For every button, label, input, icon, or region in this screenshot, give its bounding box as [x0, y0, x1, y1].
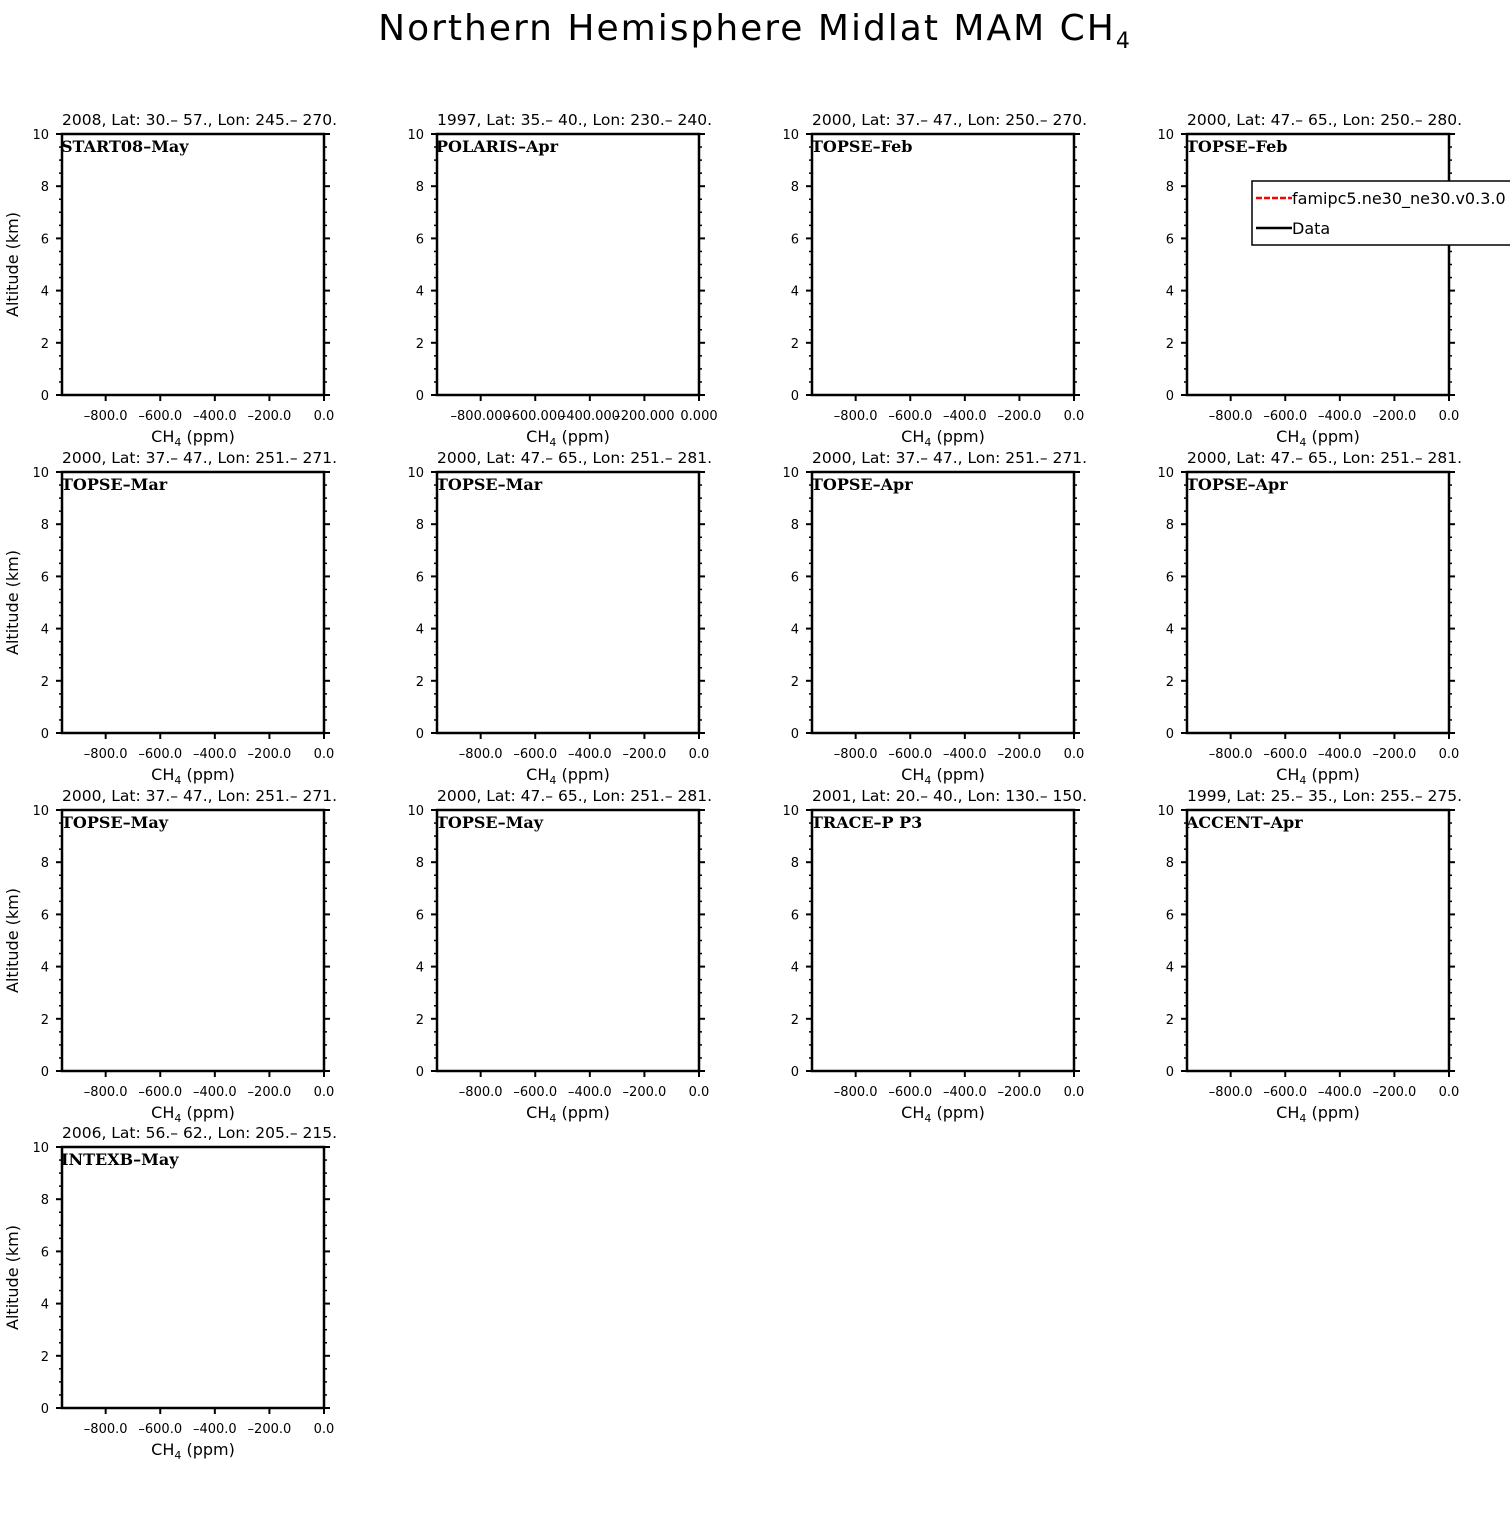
x-tick-label: –400.0 [192, 1422, 237, 1437]
x-tick-label: 0.0 [1063, 409, 1085, 424]
campaign-label: TOPSE–Apr [1186, 475, 1288, 494]
legend-label: Data [1292, 219, 1331, 238]
x-axis-label: $CH_4$ (ppm) [151, 765, 235, 787]
x-tick-label: –800.0 [83, 1085, 128, 1100]
x-tick-label: –800.0 [1208, 409, 1253, 424]
x-tick-label: –600.0 [888, 409, 933, 424]
x-tick-label: –400.0 [1317, 1085, 1362, 1100]
x-tick-label: 0.0 [313, 409, 335, 424]
x-tick-label: –800.0 [833, 1085, 878, 1100]
plot-frame [437, 472, 699, 733]
y-tick-label: 4 [40, 960, 49, 976]
x-tick-label: –800.0 [83, 747, 128, 762]
y-tick-label: 6 [415, 232, 424, 248]
campaign-label: TOPSE–May [61, 813, 168, 832]
x-axis-label: $CH_4$ (ppm) [151, 1103, 235, 1125]
y-tick-label: 6 [790, 232, 799, 248]
x-tick-label: –800.0 [83, 1422, 128, 1437]
y-axis-label: Altitude (km) [3, 550, 22, 655]
panel-header: 2000, Lat: 47.– 65., Lon: 251.– 281. [1187, 449, 1463, 467]
chart-panel [1157, 111, 1462, 449]
plot-frame [62, 1147, 324, 1408]
x-tick-label: –600.0 [138, 747, 183, 762]
plot-frame [437, 134, 699, 395]
x-tick-label: –400.0 [567, 1085, 612, 1100]
chart-panel [3, 449, 337, 787]
chart-panel [782, 787, 1087, 1125]
y-tick-label: 10 [32, 128, 49, 143]
x-tick-label: –400.0 [567, 747, 612, 762]
panel-header: 2000, Lat: 47.– 65., Lon: 251.– 281. [437, 449, 713, 467]
y-tick-label: 4 [1165, 284, 1174, 300]
x-axis-label: $CH_4$ (ppm) [901, 765, 985, 787]
x-axis-label: $CH_4$ (ppm) [1276, 1103, 1360, 1125]
y-tick-label: 2 [415, 674, 424, 690]
y-tick-label: 4 [40, 1297, 49, 1313]
x-axis-label: $CH_4$ (ppm) [1276, 765, 1360, 787]
y-tick-label: 2 [790, 1012, 799, 1028]
y-tick-label: 4 [790, 622, 799, 638]
figure-title [0, 8, 1510, 54]
y-tick-label: 4 [40, 622, 49, 638]
x-tick-label: –200.0 [247, 747, 292, 762]
campaign-label: TOPSE–Feb [1186, 137, 1288, 156]
plot-frame [62, 810, 324, 1071]
x-tick-label: –200.0 [247, 1085, 292, 1100]
y-tick-label: 0 [40, 389, 49, 404]
x-axis-label: $CH_4$ (ppm) [151, 1440, 235, 1462]
x-tick-label: –600.0 [513, 747, 558, 762]
y-tick-label: 4 [415, 284, 424, 300]
x-axis-label: $CH_4$ (ppm) [901, 427, 985, 449]
x-tick-label: –600.0 [138, 1085, 183, 1100]
x-tick-label: 0.000 [680, 409, 718, 424]
chart-panel [407, 449, 712, 787]
x-tick-label: –800.0 [1208, 1085, 1253, 1100]
y-tick-label: 10 [32, 466, 49, 481]
y-axis-label: Altitude (km) [3, 212, 22, 317]
x-axis-label: $CH_4$ (ppm) [151, 427, 235, 449]
y-tick-label: 0 [790, 1065, 799, 1080]
y-tick-label: 4 [790, 284, 799, 300]
y-tick-label: 8 [40, 180, 49, 196]
y-tick-label: 2 [790, 336, 799, 352]
x-tick-label: –400.0 [192, 409, 237, 424]
x-tick-label: –800.000 [450, 409, 511, 424]
y-tick-label: 4 [40, 284, 49, 300]
x-tick-label: –200.0 [1372, 1085, 1417, 1100]
x-axis-label: $CH_4$ (ppm) [526, 1103, 610, 1125]
y-axis-label: Altitude (km) [3, 888, 22, 993]
x-tick-label: 0.0 [1438, 409, 1460, 424]
y-tick-label: 2 [40, 674, 49, 690]
x-tick-label: 0.0 [1438, 1085, 1460, 1100]
campaign-label: TOPSE–Apr [811, 475, 913, 494]
campaign-label: TRACE–P P3 [811, 813, 923, 832]
x-tick-label: 0.0 [1063, 1085, 1085, 1100]
x-axis-label: $CH_4$ (ppm) [526, 427, 610, 449]
x-tick-label: –400.0 [942, 1085, 987, 1100]
y-tick-label: 8 [40, 1193, 49, 1209]
y-tick-label: 0 [790, 727, 799, 742]
y-tick-label: 4 [415, 960, 424, 976]
x-tick-label: –200.0 [247, 409, 292, 424]
y-tick-label: 2 [40, 1349, 49, 1365]
y-tick-label: 0 [1165, 727, 1174, 742]
y-tick-label: 10 [1157, 804, 1174, 819]
chart-panel [1157, 449, 1462, 787]
y-tick-label: 10 [407, 466, 424, 481]
plot-frame [1187, 134, 1449, 395]
figure-title-subscript: 4 [1115, 29, 1132, 55]
y-tick-label: 8 [415, 180, 424, 196]
x-tick-label: –800.0 [833, 747, 878, 762]
x-tick-label: 0.0 [1063, 747, 1085, 762]
campaign-label: TOPSE–Mar [436, 475, 543, 494]
y-axis-label: Altitude (km) [3, 1225, 22, 1330]
x-tick-label: 0.0 [688, 747, 710, 762]
y-tick-label: 0 [40, 727, 49, 742]
y-tick-label: 6 [40, 1245, 49, 1261]
x-tick-label: –200.000 [614, 409, 675, 424]
y-tick-label: 2 [40, 1012, 49, 1028]
chart-panel [407, 787, 712, 1125]
campaign-label: TOPSE–Mar [61, 475, 168, 494]
y-tick-label: 0 [1165, 1065, 1174, 1080]
y-tick-label: 2 [415, 1012, 424, 1028]
y-tick-label: 0 [1165, 389, 1174, 404]
y-tick-label: 10 [407, 804, 424, 819]
y-tick-label: 6 [1165, 232, 1174, 248]
x-tick-label: 0.0 [1438, 747, 1460, 762]
chart-panel [782, 449, 1087, 787]
y-tick-label: 2 [1165, 674, 1174, 690]
campaign-label: POLARIS–Apr [436, 137, 558, 156]
x-tick-label: –600.0 [513, 1085, 558, 1100]
x-tick-label: –400.0 [1317, 409, 1362, 424]
y-tick-label: 2 [415, 336, 424, 352]
x-tick-label: –400.000 [559, 409, 620, 424]
y-tick-label: 4 [1165, 960, 1174, 976]
figure-title-text: Northern Hemisphere Midlat MAM CH [378, 8, 1116, 49]
x-tick-label: –600.0 [1263, 747, 1308, 762]
y-tick-label: 8 [415, 518, 424, 534]
x-tick-label: –200.0 [622, 747, 667, 762]
panel-header: 2000, Lat: 47.– 65., Lon: 250.– 280. [1187, 111, 1463, 129]
panel-header: 2008, Lat: 30.– 57., Lon: 245.– 270. [62, 111, 338, 129]
x-tick-label: –400.0 [1317, 747, 1362, 762]
y-tick-label: 8 [790, 518, 799, 534]
x-tick-label: –800.0 [458, 747, 503, 762]
y-tick-label: 6 [790, 570, 799, 586]
x-tick-label: –600.0 [1263, 1085, 1308, 1100]
plot-frame [812, 472, 1074, 733]
x-tick-label: –800.0 [83, 409, 128, 424]
y-tick-label: 8 [1165, 180, 1174, 196]
y-tick-label: 8 [790, 180, 799, 196]
panel-header: 2006, Lat: 56.– 62., Lon: 205.– 215. [62, 1124, 338, 1142]
x-tick-label: –400.0 [942, 747, 987, 762]
x-tick-label: –200.0 [1372, 747, 1417, 762]
chart-panel [3, 787, 337, 1125]
panel-header: 2001, Lat: 20.– 40., Lon: 130.– 150. [812, 787, 1088, 805]
y-tick-label: 6 [1165, 570, 1174, 586]
x-tick-label: –200.0 [247, 1422, 292, 1437]
y-tick-label: 10 [782, 128, 799, 143]
y-tick-label: 2 [1165, 336, 1174, 352]
x-tick-label: –800.0 [458, 1085, 503, 1100]
chart-panel [407, 111, 717, 449]
y-tick-label: 0 [40, 1402, 49, 1417]
panel-header: 1997, Lat: 35.– 40., Lon: 230.– 240. [437, 111, 713, 129]
campaign-label: INTEXB–May [61, 1150, 179, 1169]
panel-header: 1999, Lat: 25.– 35., Lon: 255.– 275. [1187, 787, 1463, 805]
y-tick-label: 8 [1165, 856, 1174, 872]
y-tick-label: 0 [790, 389, 799, 404]
panel-header: 2000, Lat: 37.– 47., Lon: 251.– 271. [62, 787, 338, 805]
x-tick-label: –200.0 [997, 747, 1042, 762]
plot-frame [62, 134, 324, 395]
y-tick-label: 6 [415, 570, 424, 586]
y-tick-label: 0 [415, 727, 424, 742]
x-tick-label: –800.0 [833, 409, 878, 424]
legend [1252, 181, 1510, 245]
x-tick-label: –600.000 [505, 409, 566, 424]
panel-header: 2000, Lat: 37.– 47., Lon: 251.– 271. [62, 449, 338, 467]
y-tick-label: 6 [1165, 908, 1174, 924]
x-tick-label: –600.0 [888, 747, 933, 762]
y-tick-label: 8 [790, 856, 799, 872]
x-tick-label: –200.0 [1372, 409, 1417, 424]
y-tick-label: 10 [1157, 466, 1174, 481]
y-tick-label: 10 [1157, 128, 1174, 143]
x-tick-label: –400.0 [942, 409, 987, 424]
y-tick-label: 8 [40, 856, 49, 872]
y-tick-label: 6 [415, 908, 424, 924]
x-tick-label: –400.0 [192, 1085, 237, 1100]
plot-frame [812, 810, 1074, 1071]
chart-panel [3, 111, 337, 449]
y-tick-label: 6 [790, 908, 799, 924]
y-tick-label: 2 [1165, 1012, 1174, 1028]
y-tick-label: 10 [407, 128, 424, 143]
plot-frame [812, 134, 1074, 395]
x-tick-label: –600.0 [888, 1085, 933, 1100]
x-axis-label: $CH_4$ (ppm) [901, 1103, 985, 1125]
y-tick-label: 6 [40, 232, 49, 248]
y-tick-label: 4 [790, 960, 799, 976]
chart-panel [1157, 787, 1462, 1125]
x-tick-label: –600.0 [138, 409, 183, 424]
y-tick-label: 10 [782, 466, 799, 481]
campaign-label: TOPSE–Feb [811, 137, 913, 156]
legend-label: famipc5.ne30_ne30.v0.3.0 [1292, 189, 1506, 208]
y-tick-label: 0 [415, 1065, 424, 1080]
y-tick-label: 2 [790, 674, 799, 690]
panel-header: 2000, Lat: 37.– 47., Lon: 250.– 270. [812, 111, 1088, 129]
panel-header: 2000, Lat: 37.– 47., Lon: 251.– 271. [812, 449, 1088, 467]
y-tick-label: 8 [40, 518, 49, 534]
chart-panel [3, 1124, 337, 1462]
x-tick-label: –600.0 [1263, 409, 1308, 424]
y-tick-label: 4 [1165, 622, 1174, 638]
y-tick-label: 10 [32, 804, 49, 819]
x-tick-label: 0.0 [313, 1085, 335, 1100]
y-tick-label: 6 [40, 570, 49, 586]
y-tick-label: 10 [32, 1141, 49, 1156]
y-tick-label: 6 [40, 908, 49, 924]
chart-panel [782, 111, 1087, 449]
campaign-label: START08–May [61, 137, 189, 156]
y-tick-label: 8 [1165, 518, 1174, 534]
plot-frame [62, 472, 324, 733]
campaign-label: TOPSE–May [436, 813, 543, 832]
campaign-label: ACCENT–Apr [1186, 813, 1303, 832]
x-tick-label: 0.0 [313, 1422, 335, 1437]
y-tick-label: 8 [415, 856, 424, 872]
y-tick-label: 4 [415, 622, 424, 638]
plot-frame [1187, 472, 1449, 733]
panel-header: 2000, Lat: 47.– 65., Lon: 251.– 281. [437, 787, 713, 805]
plot-frame [437, 810, 699, 1071]
x-tick-label: –600.0 [138, 1422, 183, 1437]
y-tick-label: 2 [40, 336, 49, 352]
x-tick-label: –800.0 [1208, 747, 1253, 762]
x-tick-label: –200.0 [622, 1085, 667, 1100]
plot-frame [1187, 810, 1449, 1071]
x-axis-label: $CH_4$ (ppm) [1276, 427, 1360, 449]
y-tick-label: 10 [782, 804, 799, 819]
y-tick-label: 0 [415, 389, 424, 404]
x-axis-label: $CH_4$ (ppm) [526, 765, 610, 787]
x-tick-label: 0.0 [688, 1085, 710, 1100]
x-tick-label: –200.0 [997, 1085, 1042, 1100]
x-tick-label: –200.0 [997, 409, 1042, 424]
y-tick-label: 0 [40, 1065, 49, 1080]
x-tick-label: 0.0 [313, 747, 335, 762]
x-tick-label: –400.0 [192, 747, 237, 762]
